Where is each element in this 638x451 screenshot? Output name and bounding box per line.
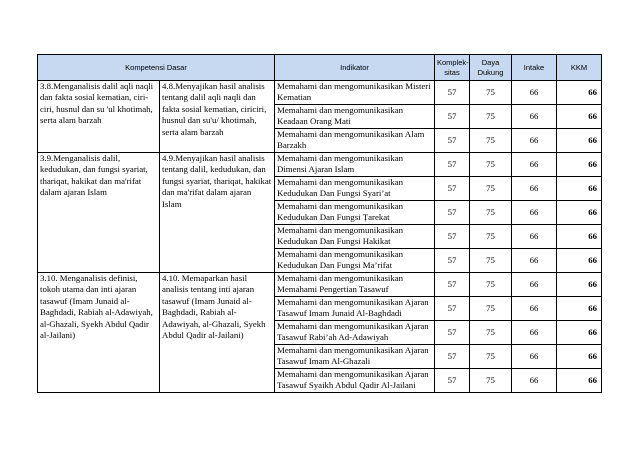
- kd-skill-text: 4.9.Menyajikan hasil analisis tentang dalil, kedudukan, dan fungsi syariat, thariqat, hakikat dan ma'rifat dalam ajaran Islam: [162, 153, 272, 209]
- kompetensi-dasar-cell: [38, 81, 275, 153]
- kompleksitas-cell: 57: [435, 369, 470, 393]
- kompleksitas-cell: 57: [435, 105, 470, 129]
- intake-cell: 66: [512, 249, 557, 273]
- table-row: [38, 81, 602, 105]
- intake-cell: 66: [512, 129, 557, 153]
- kompetensi-dasar-cell: [38, 273, 275, 393]
- kkm-cell: 66: [557, 129, 602, 153]
- indikator-cell: Memahami dan mengomunikasikan Kedudukan Dan Fungsi Ma’rifat: [275, 249, 435, 273]
- header-intake: Intake: [512, 55, 557, 81]
- kkm-cell: 66: [557, 321, 602, 345]
- table-row: [38, 153, 602, 177]
- intake-cell: 66: [512, 225, 557, 249]
- intake-cell: 66: [512, 105, 557, 129]
- daya-dukung-cell: 75: [470, 81, 512, 105]
- kd-knowledge-text: 3.8.Menganalisis dalil aqli naqli dan fakta sosial kematian, ciri-ciri, husnul dan su 'ul khotimah, serta alam barzah: [38, 81, 160, 152]
- intake-cell: 66: [512, 153, 557, 177]
- indikator-cell: Memahami dan mengomunikasikan Ajaran Tasawuf Imam Junaid Al-Baghdadi: [275, 297, 435, 321]
- indikator-cell: Memahami dan mengomunikasikan Kedudukan Dan Fungsi Hakikat: [275, 225, 435, 249]
- indikator-cell: Memahami dan mengomunikasikan Misteri Kematian: [275, 81, 435, 105]
- indikator-cell: Memahami dan mengomunikasikan Ajaran Tasawuf Rabi’ah Ad-Adawiyah: [275, 321, 435, 345]
- daya-dukung-cell: 75: [470, 249, 512, 273]
- kd-skill-text: 4.10. Memaparkan hasil analisis tentang inti ajaran tasawuf (Imam Junaid al-Baghdadi, Rabiah al-Adawiyah, al-Ghazali, Syekh Abdul Qadir al-Jailani): [162, 273, 266, 341]
- indikator-cell: Memahami dan mengomunikasikan Kedudukan Dan Fungsi Syari’at: [275, 177, 435, 201]
- kompleksitas-cell: 57: [435, 129, 470, 153]
- kd-knowledge-text: 3.10. Menganalisis definisi, tokoh utama dan inti ajaran tasawuf (Imam Junaid al-Baghdadi, Rabiah al-Adawiyah, al-Ghazali, Syekh Abdul Qadir al-Jailani): [38, 273, 160, 392]
- intake-cell: 66: [512, 81, 557, 105]
- header-daya-dukung: Daya Dukung: [470, 55, 512, 81]
- kd-skill-text: 4.8.Menyajikan hasil analisis tentang dalil aqli naqli dan fakta sosial kematian, ciriciri, husnul dan su'u/ khotimah, serta alam barzah: [162, 81, 267, 137]
- daya-dukung-cell: 75: [470, 105, 512, 129]
- header-row: [38, 55, 602, 81]
- daya-dukung-cell: 75: [470, 225, 512, 249]
- kkm-cell: 66: [557, 369, 602, 393]
- intake-cell: 66: [512, 297, 557, 321]
- intake-cell: 66: [512, 201, 557, 225]
- kkm-cell: 66: [557, 105, 602, 129]
- kkm-cell: 66: [557, 273, 602, 297]
- kompleksitas-cell: 57: [435, 153, 470, 177]
- kd-knowledge-text: 3.9.Menganalisis dalil, kedudukan, dan fungsi syariat, thariqat, hakikat dan ma'rifat dalam ajaran Islam: [38, 153, 160, 272]
- header-indikator: Indikator: [275, 55, 435, 81]
- kompleksitas-cell: 57: [435, 249, 470, 273]
- indikator-cell: Memahami dan mengomunikasikan Ajaran Tasawuf Imam Al-Ghazali: [275, 345, 435, 369]
- kompetensi-dasar-cell: [38, 153, 275, 273]
- intake-cell: 66: [512, 273, 557, 297]
- daya-dukung-cell: 75: [470, 273, 512, 297]
- intake-cell: 66: [512, 321, 557, 345]
- intake-cell: 66: [512, 345, 557, 369]
- kompleksitas-cell: 57: [435, 345, 470, 369]
- kkm-cell: 66: [557, 201, 602, 225]
- kompleksitas-cell: 57: [435, 273, 470, 297]
- table-row: [38, 273, 602, 297]
- daya-dukung-cell: 75: [470, 345, 512, 369]
- daya-dukung-cell: 75: [470, 129, 512, 153]
- kkm-table: [37, 54, 602, 393]
- kkm-cell: 66: [557, 81, 602, 105]
- daya-dukung-cell: 75: [470, 153, 512, 177]
- daya-dukung-cell: 75: [470, 321, 512, 345]
- document-page: [37, 54, 601, 393]
- indikator-cell: Memahami dan mengomunikasikan Keadaan Orang Mati: [275, 105, 435, 129]
- kkm-cell: 66: [557, 297, 602, 321]
- daya-dukung-cell: 75: [470, 369, 512, 393]
- header-kompetensi-dasar: Kompetensi Dasar: [38, 55, 275, 81]
- indikator-cell: Memahami dan mengomunikasikan Alam Barzakh: [275, 129, 435, 153]
- kompleksitas-cell: 57: [435, 201, 470, 225]
- kompleksitas-cell: 57: [435, 321, 470, 345]
- daya-dukung-cell: 75: [470, 201, 512, 225]
- kompleksitas-cell: 57: [435, 225, 470, 249]
- daya-dukung-cell: 75: [470, 297, 512, 321]
- intake-cell: 66: [512, 177, 557, 201]
- indikator-cell: Memahami dan mengomunikasikan Dimensi Ajaran Islam: [275, 153, 435, 177]
- kompleksitas-cell: 57: [435, 81, 470, 105]
- daya-dukung-cell: 75: [470, 177, 512, 201]
- kompleksitas-cell: 57: [435, 177, 470, 201]
- kkm-cell: 66: [557, 249, 602, 273]
- indikator-cell: Memahami dan mengomunikasikan Kedudukan Dan Fungsi Ṭarekat: [275, 201, 435, 225]
- kkm-cell: 66: [557, 225, 602, 249]
- kkm-cell: 66: [557, 177, 602, 201]
- kkm-cell: 66: [557, 345, 602, 369]
- intake-cell: 66: [512, 369, 557, 393]
- kkm-cell: 66: [557, 153, 602, 177]
- indikator-cell: Memahami dan mengomunikasikan Ajaran Tasawuf Syaikh Abdul Qadir Al-Jailani: [275, 369, 435, 393]
- header-kkm: KKM: [557, 55, 602, 81]
- indikator-cell: Memahami dan mengomunikasikan Memahami Pengertian Tasawuf: [275, 273, 435, 297]
- header-kompleksitas: Komplek- sitas: [435, 55, 470, 81]
- table-body: [38, 81, 602, 393]
- kompleksitas-cell: 57: [435, 297, 470, 321]
